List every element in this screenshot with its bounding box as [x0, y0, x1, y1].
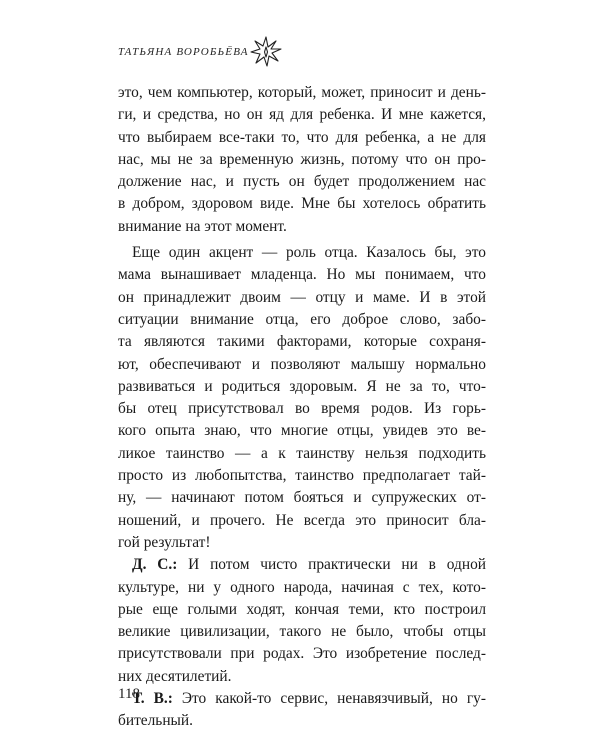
- text-line: развиваться и родиться здоровым. Я не за то, что-: [118, 377, 486, 395]
- running-header: [118, 36, 418, 76]
- paragraph-4: [118, 688, 486, 733]
- body-text: [118, 82, 486, 733]
- paragraph-2: [118, 242, 486, 554]
- text-line: внимание на этот момент.: [118, 217, 287, 235]
- text-line: в добром, здоровом виде. Мне бы хотелось обратить: [118, 195, 486, 213]
- text-line: это, чем компьютер, который, может, приносит и день-: [118, 84, 486, 101]
- star-burst-ornament-icon: [248, 34, 284, 70]
- text-line: ют, обеспечивают и позволяют малышу нормально: [118, 355, 486, 373]
- text-line: великие цивилизации, такого не было, чтобы отцы: [118, 623, 486, 641]
- text-line: рые еще голыми ходят, кончая теми, кто построил: [118, 600, 486, 618]
- text-line: Еще один акцент — роль отца. Казалось бы, это: [132, 244, 486, 262]
- text-line: он принадлежит двоим — отцу и маме. И в этой: [118, 288, 486, 306]
- text-line: должение нас, и пусть он будет продолжением нас: [118, 173, 486, 191]
- text-line: ситуации внимание отца, его доброе слово, забо-: [118, 310, 486, 328]
- text-line: мама вынашивает младенца. Но мы понимаем, что: [118, 266, 486, 284]
- page-number: 118: [118, 686, 140, 702]
- speaker-text: И потом чисто практически ни в одной: [177, 556, 486, 574]
- speaker-text: Это какой-то сервис, ненавязчивый, но гу-: [172, 690, 486, 708]
- paragraph-3: [118, 554, 486, 688]
- text-line: нас, мы не за временную жизнь, потому что он про-: [118, 150, 486, 168]
- text-line: [118, 688, 486, 710]
- text-line: просто из любопытства, таинство предполагает тай-: [118, 467, 486, 485]
- text-line: бы отец присутствовал во время родов. Из горь-: [118, 400, 486, 418]
- text-line: ги, и средства, но он яд для ребенка. И мне кажется,: [118, 106, 486, 124]
- text-line: ну, — начинают потом бояться и супружеских от-: [118, 489, 486, 507]
- text-line: ношений, и прочего. Не всегда это приносит бла-: [118, 511, 486, 529]
- speaker-label: Д. С.:: [132, 556, 178, 574]
- text-line: ликое таинство — а к таинству нельзя подходить: [118, 444, 486, 462]
- paragraph-1: [118, 82, 486, 238]
- text-line: что выбираем все-таки то, что для ребенка, а не для: [118, 128, 486, 146]
- text-line: кого опыта знаю, что многие отцы, увидев это ве-: [118, 422, 486, 440]
- text-line: гой результат!: [118, 533, 211, 551]
- text-line: них десятилетий.: [118, 667, 232, 685]
- text-line: присутствовали при родах. Это изобретение послед-: [118, 645, 486, 663]
- speaker-label: Т. В.:: [132, 690, 173, 708]
- text-line: бительный.: [118, 712, 193, 730]
- running-title: ТАТЬЯНА ВОРОБЬЁВА: [118, 46, 249, 58]
- text-line: культуре, ни у одного народа, начиная с тех, кото-: [118, 578, 486, 596]
- text-line: [118, 554, 486, 576]
- text-line: та являются такими факторами, которые сохраня-: [118, 333, 486, 351]
